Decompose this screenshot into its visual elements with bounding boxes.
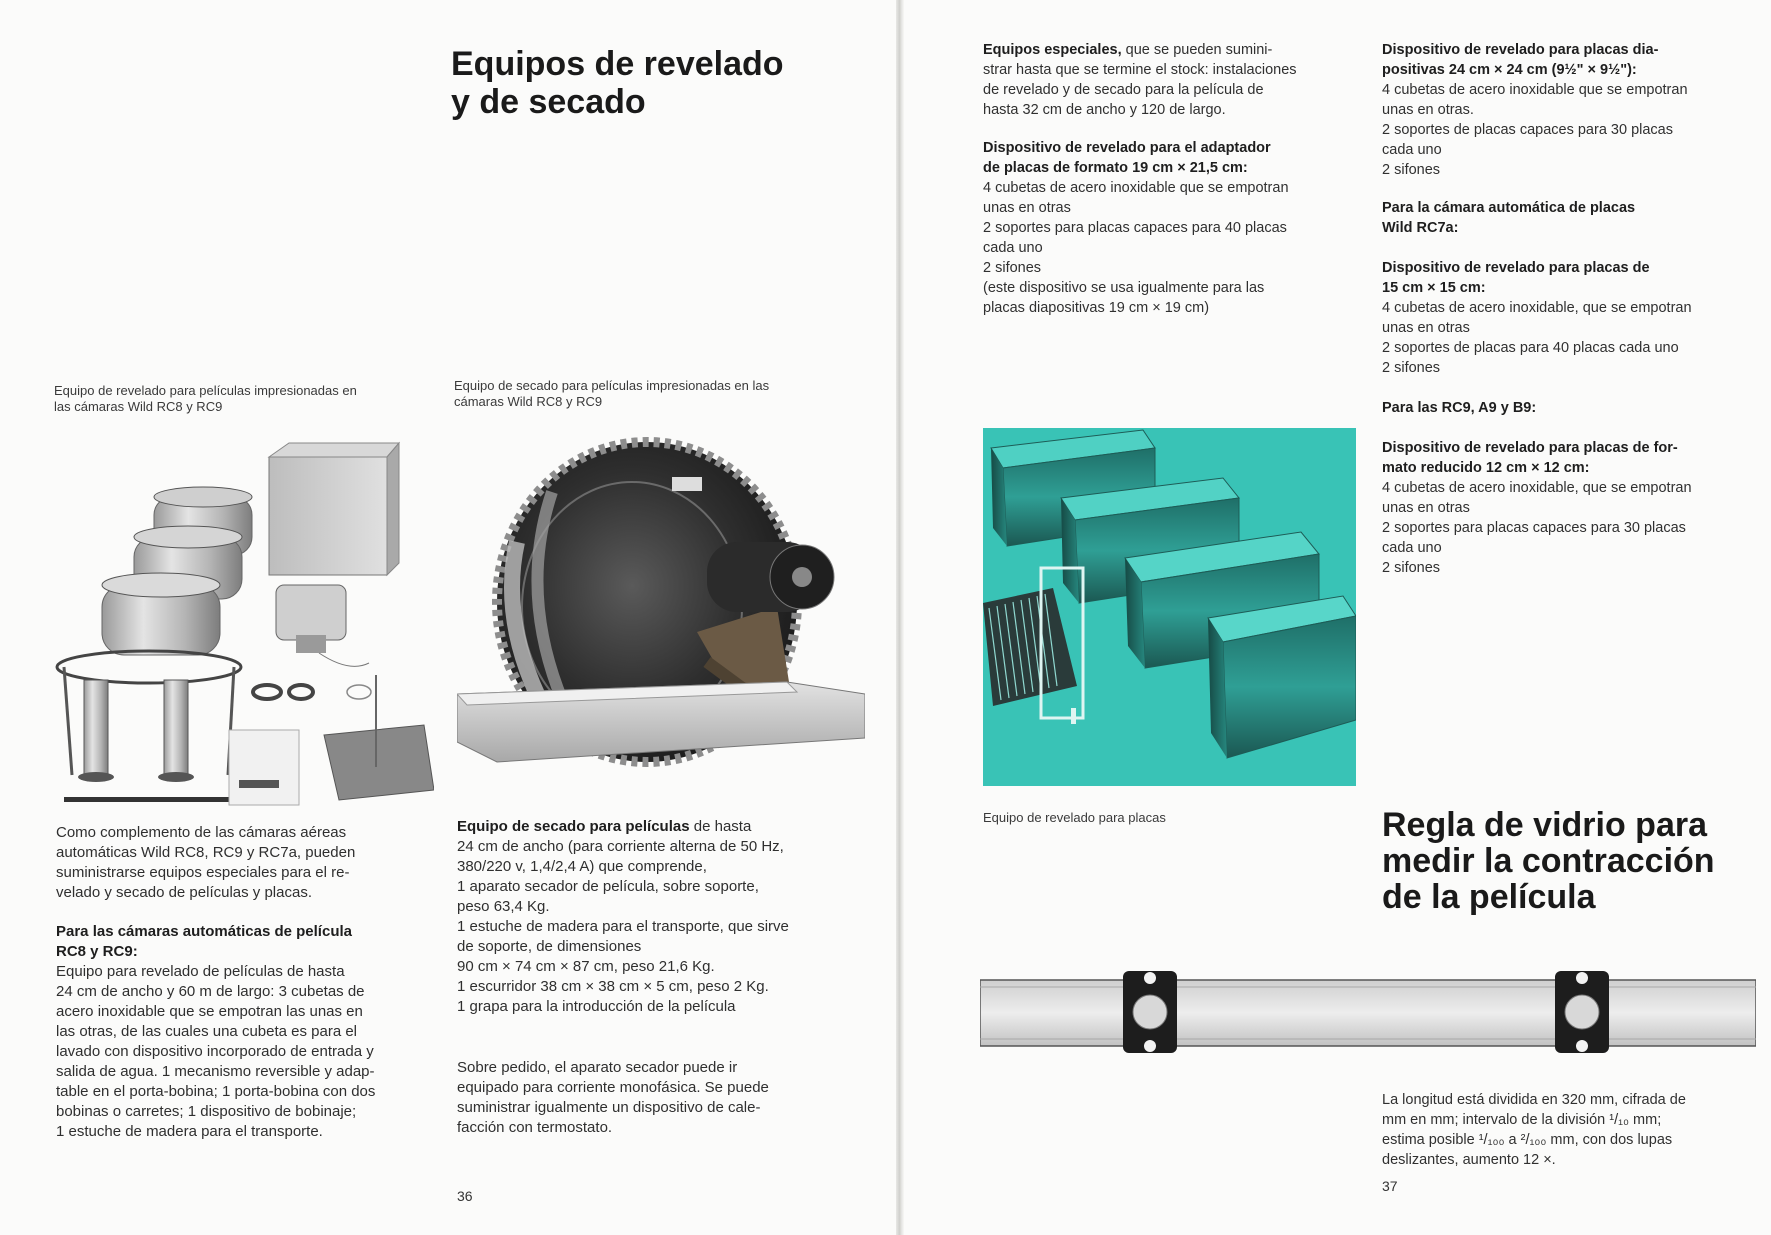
text-line: deslizantes, aumento 12 ×.	[1382, 1152, 1556, 1168]
text-line: cada uno	[1382, 142, 1442, 158]
reducido-body	[1382, 478, 1692, 578]
heading-line: Dispositivo de revelado para placas de for-	[1382, 440, 1678, 456]
text-line: suministrar igualmente un dispositivo de cale-	[457, 1099, 761, 1116]
text-line: placas diapositivas 19 cm × 19 cm)	[983, 300, 1210, 316]
placas-15-heading	[1382, 258, 1650, 298]
title-line: Equipos de revelado	[451, 45, 784, 83]
heading-line: de placas de formato 19 cm × 21,5 cm:	[983, 160, 1248, 176]
text-line: 24 cm de ancho y 60 m de largo: 3 cubetas de	[56, 983, 365, 1000]
text-line: peso 63,4 Kg.	[457, 898, 550, 915]
photo-drying-apparatus	[457, 432, 865, 788]
regla-description	[1382, 1090, 1686, 1170]
text-line: hasta 32 cm de ancho y 120 de largo.	[983, 102, 1226, 118]
photo-plate-developing-tanks	[983, 428, 1356, 786]
heading-line: Dispositivo de revelado para placas dia-	[1382, 42, 1659, 58]
text-line: unas en otras.	[1382, 102, 1474, 118]
text-line: mm en mm; intervalo de la división ¹/₁₀ mm;	[1382, 1112, 1662, 1128]
caption-revelado-placas: Equipo de revelado para placas	[983, 810, 1166, 825]
page-number-left: 36	[457, 1188, 473, 1204]
rc8-rc9-heading	[56, 922, 352, 962]
text-line: 2 sifones	[1382, 162, 1441, 178]
heading-line: Wild RC7a:	[1382, 220, 1459, 236]
text-line: La longitud está dividida en 320 mm, cifrada de	[1382, 1092, 1686, 1108]
text-line: equipado para corriente monofásica. Se puede	[457, 1079, 769, 1096]
heading-line: Para las cámaras automáticas de película	[56, 923, 352, 940]
book-spine	[896, 0, 904, 1235]
text-line: Equipo para revelado de películas de hasta	[56, 963, 345, 980]
text-line: velado y secado de películas y placas.	[56, 884, 312, 901]
text-line: 1 estuche de madera para el transporte, que sirve	[457, 918, 789, 935]
caption-secado-peliculas	[454, 378, 769, 410]
text-line: acero inoxidable que se empotran las unas en	[56, 1003, 363, 1020]
text-line: table en el porta-bobina; 1 porta-bobina con dos	[56, 1083, 376, 1100]
text-line: unas en otras	[1382, 320, 1470, 336]
secado-heading: Equipo de secado para películas	[457, 818, 690, 835]
left-page-title	[451, 45, 784, 121]
text-line	[983, 40, 1297, 60]
adaptador-body	[983, 178, 1289, 318]
reducido-heading	[1382, 438, 1678, 478]
title-line: medir la contracción	[1382, 842, 1715, 880]
text-line: 4 cubetas de acero inoxidable que se empotran	[1382, 82, 1688, 98]
secado-paragraph	[457, 817, 789, 1017]
caption-line: Equipo de secado para películas impresionadas en las	[454, 378, 770, 393]
title-line: Regla de vidrio para	[1382, 806, 1707, 844]
text-fragment: que se pueden sumini-	[1121, 42, 1273, 58]
placas-15-body	[1382, 298, 1692, 378]
text-line: cada uno	[983, 240, 1043, 256]
text-line: 4 cubetas de acero inoxidable, que se empotran	[1382, 300, 1692, 316]
equipos-especiales-paragraph	[983, 40, 1297, 120]
heading-line: 15 cm × 15 cm:	[1382, 280, 1486, 296]
pedido-paragraph	[457, 1058, 769, 1138]
text-line: 90 cm × 74 cm × 87 cm, peso 21,6 Kg.	[457, 958, 715, 975]
text-line: 2 soportes de placas capaces para 30 placas	[1382, 122, 1673, 138]
text-line: 2 sifones	[1382, 560, 1441, 576]
text-line: 4 cubetas de acero inoxidable que se empotran	[983, 180, 1289, 196]
text-line: Como complemento de las cámaras aéreas	[56, 824, 347, 841]
intro-paragraph	[56, 823, 355, 903]
text-line: 24 cm de ancho (para corriente alterna de 50 Hz,	[457, 838, 784, 855]
title-line: y de secado	[451, 83, 646, 121]
text-line: Sobre pedido, el aparato secador puede ir	[457, 1059, 738, 1076]
text-line: strar hasta que se termine el stock: instalaciones	[983, 62, 1297, 78]
text-line: unas en otras	[1382, 500, 1470, 516]
text-line: 1 escurridor 38 cm × 38 cm × 5 cm, peso 2 Kg.	[457, 978, 769, 995]
regla-title	[1382, 807, 1715, 915]
caption-line: las cámaras Wild RC8 y RC9	[54, 399, 223, 414]
text-line: 380/220 v, 1,4/2,4 A) que comprende,	[457, 858, 707, 875]
text-line: salida de agua. 1 mecanismo reversible y adap-	[56, 1063, 375, 1080]
caption-line: Equipo de revelado para películas impresionadas en	[54, 383, 357, 398]
text-line: 1 aparato secador de película, sobre soporte,	[457, 878, 759, 895]
title-line: de la película	[1382, 878, 1596, 916]
text-line: 2 sifones	[983, 260, 1042, 276]
text-line: cada uno	[1382, 540, 1442, 556]
text-fragment: de hasta	[689, 818, 752, 835]
text-line: 2 sifones	[1382, 360, 1441, 376]
especiales-heading: Equipos especiales,	[983, 42, 1122, 58]
text-line: automáticas Wild RC8, RC9 y RC7a, pueden	[56, 844, 356, 861]
heading-line: mato reducido 12 cm × 12 cm:	[1382, 460, 1590, 476]
heading-line: Para la cámara automática de placas	[1382, 200, 1636, 216]
photo-developing-equipment	[54, 435, 434, 807]
caption-revelado-peliculas	[54, 383, 357, 415]
text-line: las otras, de las cuales una cubeta es para el	[56, 1023, 358, 1040]
text-line: 1 grapa para la introducción de la película	[457, 998, 736, 1015]
rc7a-heading	[1382, 198, 1635, 238]
diapositivas-body	[1382, 80, 1688, 180]
text-line: bobinas o carretes; 1 dispositivo de bobinaje;	[56, 1103, 357, 1120]
heading-line: Dispositivo de revelado para placas de	[1382, 260, 1650, 276]
rc8-rc9-body	[56, 962, 375, 1142]
text-line: 2 soportes para placas capaces para 30 placas	[1382, 520, 1686, 536]
rc9-a9-b9-heading: Para las RC9, A9 y B9:	[1382, 400, 1537, 416]
text-line: suministrarse equipos especiales para el re-	[56, 864, 350, 881]
caption-line: cámaras Wild RC8 y RC9	[454, 394, 603, 409]
adaptador-heading	[983, 138, 1271, 178]
heading-line: positivas 24 cm × 24 cm (9½" × 9½"):	[1382, 62, 1637, 78]
text-line: de soporte, de dimensiones	[457, 938, 642, 955]
text-line: estima posible ¹/₁₀₀ a ²/₁₀₀ mm, con dos lupas	[1382, 1132, 1673, 1148]
text-line: 2 soportes para placas capaces para 40 placas	[983, 220, 1287, 236]
text-line: de revelado y de secado para la película de	[983, 82, 1264, 98]
text-line: unas en otras	[983, 200, 1071, 216]
text-line: lavado con dispositivo incorporado de entrada y	[56, 1043, 374, 1060]
text-line: 1 estuche de madera para el transporte.	[56, 1123, 323, 1140]
photo-glass-ruler	[980, 965, 1756, 1055]
text-line: 2 soportes de placas para 40 placas cada uno	[1382, 340, 1679, 356]
text-line	[457, 817, 789, 837]
text-line: (este dispositivo se usa igualmente para las	[983, 280, 1265, 296]
text-line: facción con termostato.	[457, 1119, 613, 1136]
text-line: 4 cubetas de acero inoxidable, que se empotran	[1382, 480, 1692, 496]
heading-line: Dispositivo de revelado para el adaptador	[983, 140, 1271, 156]
page-number-right: 37	[1382, 1178, 1398, 1194]
heading-line: RC8 y RC9:	[56, 943, 138, 960]
diapositivas-heading	[1382, 40, 1658, 80]
